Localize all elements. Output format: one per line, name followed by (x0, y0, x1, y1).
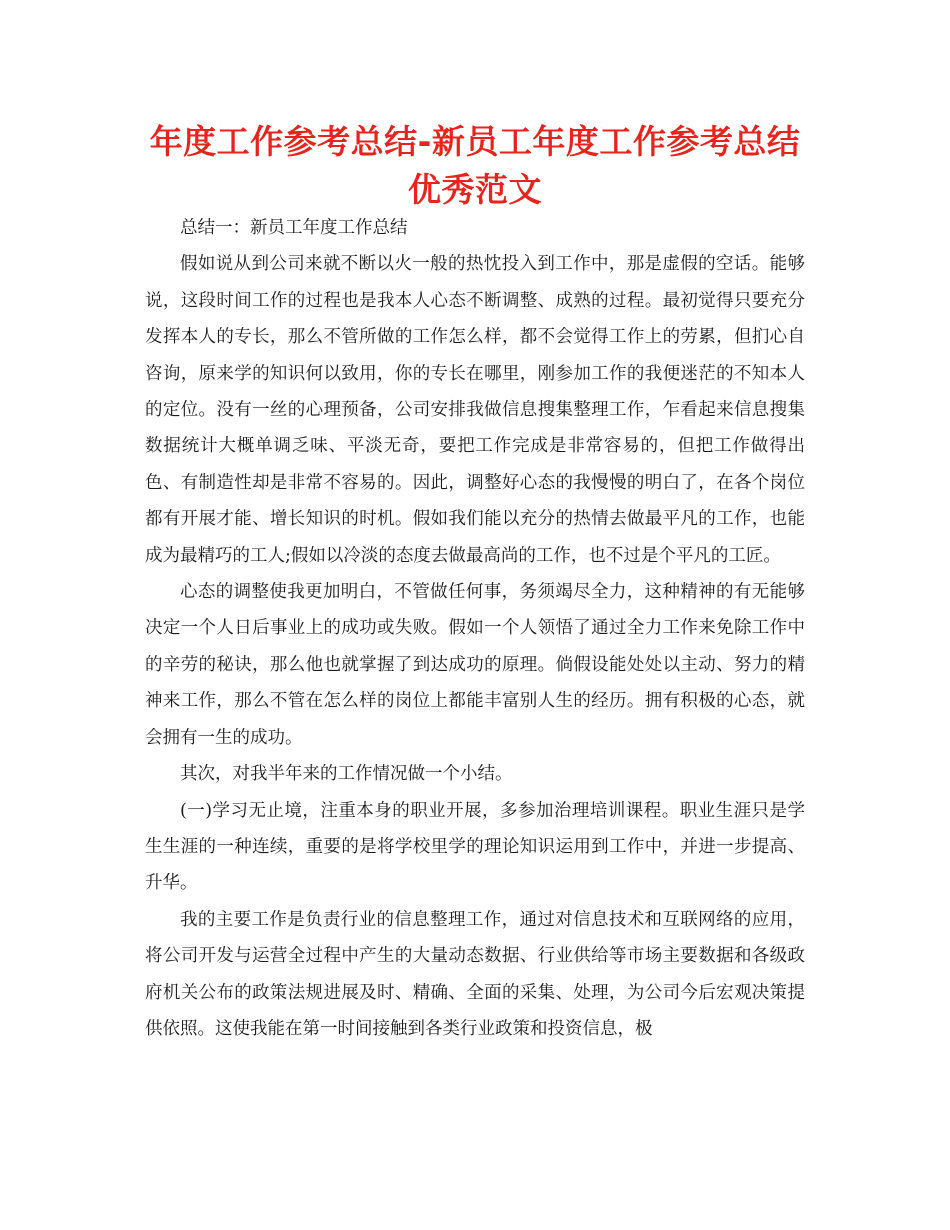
document-title: 年度工作参考总结-新员工年度工作参考总结优秀范文 (149, 122, 801, 209)
document-body (145, 210, 805, 1047)
body-paragraph: 其次，对我半年来的工作情况做一个小结。 (180, 764, 513, 785)
body-paragraph: 我的主要工作是负责行业的信息整理工作，通过对信息技术和互联网络的应用，将公司开发与运营全过程中产生的大量动态数据、行业供给等市场主要数据和各级政府机关公布的政策法规进展及时、精确、全面的采集、处理，为公司今后宏观决策提供依照。这使我能在第一时间接触到各类行业政策和投资信息，极 (145, 909, 805, 1039)
body-paragraph: 心态的调整使我更加明白，不管做任何事，务须竭尽全力，这种精神的有无能够决定一个人日后事业上的成功或失败。假如一个人领悟了通过全力工作来免除工作中的辛劳的秘诀，那么他也就掌握了到达成功的原理。倘假设能处处以主动、努力的精神来工作，那么不管在怎么样的岗位上都能丰富别人生的经历。拥有积极的心态，就会拥有一生的成功。 (145, 582, 805, 748)
section-heading: 总结一：新员工年度工作总结 (180, 218, 408, 238)
body-paragraph: 假如说从到公司来就不断以火一般的热忱投入到工作中，那是虚假的空话。能够说，这段时间工作的过程也是我本人心态不断调整、成熟的过程。最初觉得只要充分发挥本人的专长，那么不管所做的工作怎么样，都不会觉得工作上的劳累，但扪心自咨询，原来学的知识何以致用，你的专长在哪里，刚参加工作的我便迷茫的不知本人的定位。没有一丝的心理预备，公司安排我做信息搜集整理工作，乍看起来信息搜集数据统计大概单调乏味、平淡无奇，要把工作完成是非常容易的，但把工作做得出色、有制造性却是非常不容易的。因此，调整好心态的我慢慢的明白了，在各个岗位都有开展才能、增长知识的时机。假如我们能以充分的热情去做最平凡的工作，也能成为最精巧的工人;假如以冷淡的态度去做最高尚的工作，也不过是个平凡的工匠。 (145, 254, 805, 566)
body-paragraph: (一)学习无止境，注重本身的职业开展，多参加治理培训课程。职业生涯只是学生生涯的一种连续，重要的是将学校里学的理论知识运用到工作中，并进一步提高、升华。 (145, 800, 805, 894)
